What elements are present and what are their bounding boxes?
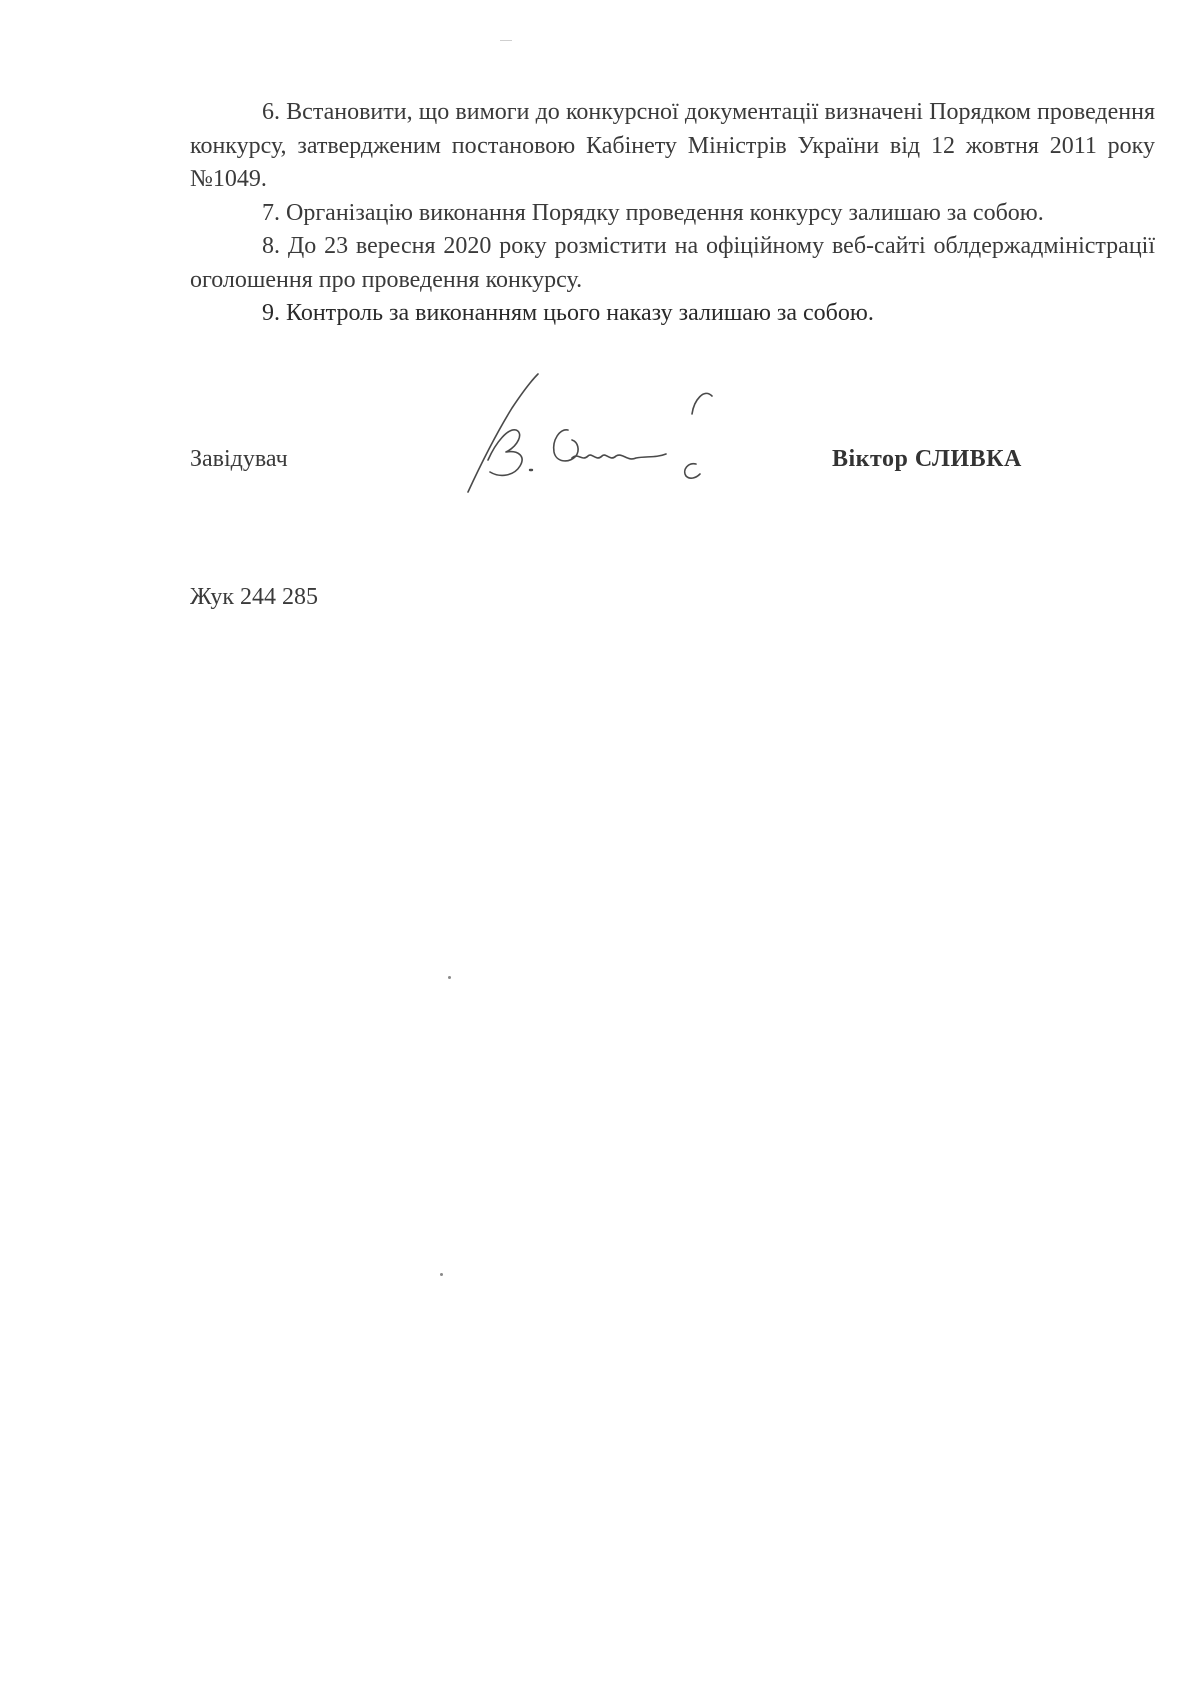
scan-speck	[448, 976, 451, 979]
order-item-7: 7. Організацію виконання Порядку проведення конкурсу залишаю за собою.	[262, 199, 1044, 226]
scan-mark-top	[500, 40, 512, 41]
scan-speck	[440, 1273, 443, 1276]
order-item-8: 8. До 23 вересня 2020 року розмістити на офіційному веб-сайті облдержадміністрації оголошення про проведення конкурсу.	[190, 233, 1155, 293]
signatory-name: Віктор СЛИВКА	[832, 446, 1022, 472]
order-body	[190, 96, 1155, 331]
signatory-position: Завідувач	[190, 446, 288, 472]
order-item-6: 6. Встановити, що вимоги до конкурсної документації визначені Порядком проведення конкурсу, затвердженим постановою Кабінету Міністрів України від 12 жовтня 2011 року №1049.	[190, 99, 1155, 192]
order-item-9: 9. Контроль за виконанням цього наказу залишаю за собою.	[262, 300, 874, 326]
executor-contact: Жук 244 285	[190, 584, 318, 610]
handwritten-signature	[460, 370, 750, 500]
